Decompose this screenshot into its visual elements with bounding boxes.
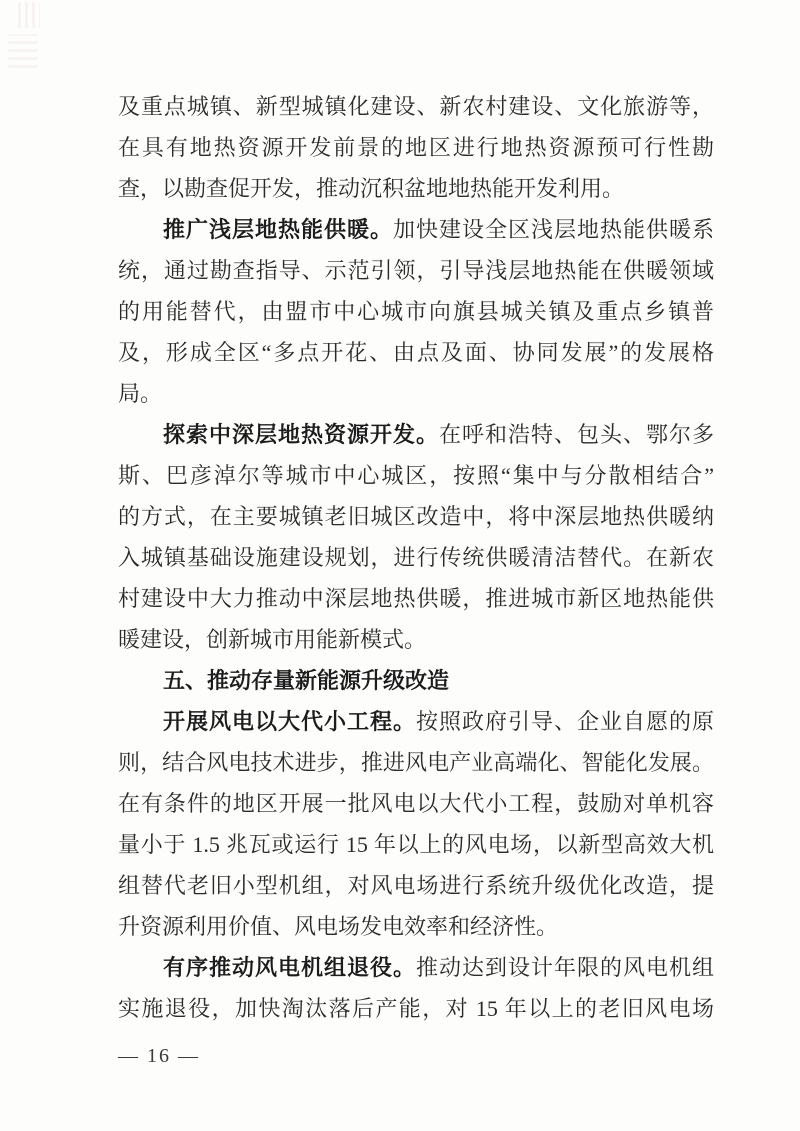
text-line: [118, 332, 714, 373]
text-line: [118, 783, 714, 824]
body-text: 实施退役，加快淘汰落后产能，对 15 年以上的老旧风电场: [118, 996, 714, 1021]
text-line: [118, 127, 714, 168]
body-text: 局。: [118, 381, 163, 406]
section-heading-5: [118, 660, 714, 701]
text-line: [118, 209, 714, 250]
text-line: [118, 906, 714, 947]
para-wind-turbine-retirement: [118, 947, 714, 1029]
text-line: [118, 742, 714, 783]
text-line: [118, 414, 714, 455]
bold-lead-text: 推广浅层地热能供暖。: [163, 217, 393, 242]
text-line: [118, 988, 714, 1029]
body-text: 暖建设，创新城市用能新模式。: [118, 627, 427, 652]
body-text: 的方式，在主要城镇老旧城区改造中，将中深层地热供暖纳: [118, 504, 714, 529]
body-text: 在具有地热资源开发前景的地区进行地热资源预可行性勘: [118, 135, 714, 160]
body-text: 统，通过勘查指导、示范引领，引导浅层地热能在供暖领域: [118, 258, 714, 283]
scan-artifact: [18, 2, 40, 28]
body-text: 加快建设全区浅层地热能供暖系: [393, 217, 714, 242]
document-body: [118, 86, 714, 1029]
body-text: 按照政府引导、企业自愿的原: [416, 709, 714, 734]
body-text: 则，结合风电技术进步，推进风电产业高端化、智能化发展。: [118, 750, 714, 775]
para-shallow-geothermal-heating: [118, 209, 714, 414]
text-line: [118, 291, 714, 332]
body-text: 的用能替代，由盟市中心城市向旗县城关镇及重点乡镇普: [118, 299, 714, 324]
text-line: [118, 250, 714, 291]
bold-lead-text: 五、推动存量新能源升级改造: [163, 668, 450, 693]
body-text: 查，以勘查促开发，推动沉积盆地地热能开发利用。: [118, 176, 625, 201]
text-line: [118, 824, 714, 865]
text-line: [118, 86, 714, 127]
text-line: [118, 660, 714, 701]
body-text: 入城镇基础设施建设规划，进行传统供暖清洁替代。在新农: [118, 545, 714, 570]
text-line: [118, 865, 714, 906]
body-text: 推动达到设计年限的风电机组: [416, 955, 714, 980]
body-text: 组替代老旧小型机组，对风电场进行系统升级优化改造，提: [118, 873, 714, 898]
para-mid-deep-geothermal: [118, 414, 714, 660]
body-text: 及重点城镇、新型城镇化建设、新农村建设、文化旅游等，: [118, 94, 714, 119]
page-number: — 16 —: [118, 1045, 200, 1067]
scan-artifact: [8, 34, 38, 68]
body-text: 斯、巴彦淖尔等城市中心城区，按照“集中与分散相结合”: [118, 463, 714, 488]
text-line: [118, 701, 714, 742]
text-line: [118, 373, 714, 414]
bold-lead-text: 有序推动风电机组退役。: [163, 955, 416, 980]
text-line: [118, 455, 714, 496]
text-line: [118, 619, 714, 660]
para-geothermal-survey-continued: [118, 86, 714, 209]
text-line: [118, 578, 714, 619]
body-text: 在呼和浩特、包头、鄂尔多: [439, 422, 714, 447]
body-text: 在有条件的地区开展一批风电以大代小工程，鼓励对单机容: [118, 791, 714, 816]
text-line: [118, 537, 714, 578]
bold-lead-text: 开展风电以大代小工程。: [163, 709, 416, 734]
para-wind-repowering: [118, 701, 714, 947]
text-line: [118, 496, 714, 537]
body-text: 村建设中大力推动中深层地热供暖，推进城市新区地热能供: [118, 586, 714, 611]
body-text: 升资源利用价值、风电场发电效率和经济性。: [118, 914, 559, 939]
body-text: 量小于 1.5 兆瓦或运行 15 年以上的风电场，以新型高效大机: [118, 832, 714, 857]
bold-lead-text: 探索中深层地热资源开发。: [163, 422, 439, 447]
text-line: [118, 168, 714, 209]
text-line: [118, 947, 714, 988]
body-text: 及，形成全区“多点开花、由点及面、协同发展”的发展格: [118, 340, 714, 365]
